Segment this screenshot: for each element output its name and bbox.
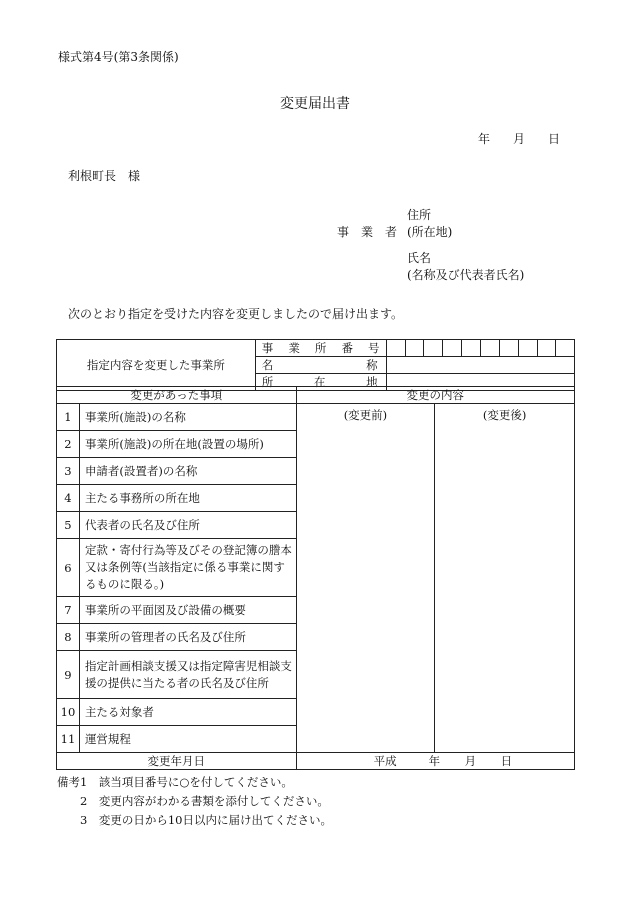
item-label: 事業所(施設)の名称: [79, 404, 296, 431]
applicant-role: 事 業 者: [337, 225, 398, 239]
item-number: 8: [57, 624, 80, 651]
after-change-cell[interactable]: [435, 404, 575, 753]
office-group-label: 指定内容を変更した事業所: [57, 340, 256, 391]
era-label: 平成: [373, 754, 397, 768]
item-label: 主たる対象者: [79, 699, 296, 726]
note-1: 備考1 該当項目番号に○を付してください。: [57, 775, 293, 789]
item-number: 1: [57, 404, 80, 431]
office-number-box[interactable]: [500, 340, 519, 357]
item-number: 9: [57, 651, 80, 699]
office-number-box[interactable]: [481, 340, 500, 357]
item-label: 代表者の氏名及び住所: [79, 512, 296, 539]
item-number: 10: [57, 699, 80, 726]
office-number-box[interactable]: [519, 340, 538, 357]
office-number-box[interactable]: [424, 340, 443, 357]
page-title: 変更届出書: [280, 96, 350, 112]
before-change-cell[interactable]: [296, 404, 435, 753]
addressee: 利根町長 様: [68, 169, 141, 183]
address-sub-label: (所在地): [407, 225, 453, 239]
name-sub-label: (名称及び代表者氏名): [407, 268, 525, 282]
date-month-label: 月: [513, 132, 526, 146]
date-year-label: 年: [478, 132, 491, 146]
address-label: 住所: [407, 208, 432, 222]
date-day-label: 日: [548, 132, 561, 146]
change-date-field[interactable]: [296, 753, 574, 770]
office-location-label: 所 在 地: [255, 374, 386, 391]
office-name-label: 名 称: [255, 357, 386, 374]
intro-text: 次のとおり指定を受けた内容を変更しましたので届け出ます。: [68, 307, 404, 321]
office-number-box[interactable]: [538, 340, 556, 357]
change-table: [56, 386, 575, 770]
before-label: (変更前): [343, 408, 388, 422]
office-name-field[interactable]: [386, 357, 574, 374]
year-label: 年: [428, 754, 441, 768]
change-date-label: 変更年月日: [57, 753, 297, 770]
item-label: 事業所(施設)の所在地(設置の場所): [79, 431, 296, 458]
item-label: 事業所の管理者の氏名及び住所: [79, 624, 296, 651]
item-number: 5: [57, 512, 80, 539]
item-label: 事業所の平面図及び設備の概要: [79, 597, 296, 624]
office-info-table: [56, 339, 575, 391]
after-label: (変更後): [482, 408, 527, 422]
form-number: 様式第4号(第3条関係): [58, 50, 179, 64]
name-label: 氏名: [407, 251, 432, 265]
item-number: 4: [57, 485, 80, 512]
item-label: 申請者(設置者)の名称: [79, 458, 296, 485]
office-number-label: 事 業 所 番 号: [255, 340, 386, 357]
office-number-box[interactable]: [386, 340, 405, 357]
item-label: 主たる事務所の所在地: [79, 485, 296, 512]
day-label: 日: [500, 754, 513, 768]
note-3: 3 変更の日から10日以内に届け出てください。: [80, 813, 332, 827]
item-number: 7: [57, 597, 80, 624]
office-number-box[interactable]: [405, 340, 424, 357]
office-number-box[interactable]: [556, 340, 575, 357]
item-label: 指定計画相談支援又は指定障害児相談支援の提供に当たる者の氏名及び住所: [79, 651, 296, 699]
item-number: 6: [57, 539, 80, 597]
change-content-header: 変更の内容: [296, 387, 574, 404]
item-number: 2: [57, 431, 80, 458]
month-label: 月: [464, 754, 477, 768]
item-label: 定款・寄付行為等及びその登記簿の謄本又は条例等(当該指定に係る事業に関するものに限る。): [79, 539, 296, 597]
item-number: 3: [57, 458, 80, 485]
notes: [57, 773, 332, 830]
item-number: 11: [57, 726, 80, 753]
office-number-box[interactable]: [443, 340, 462, 357]
item-label: 運営規程: [79, 726, 296, 753]
changed-items-header: 変更があった事項: [57, 387, 297, 404]
note-2: 2 変更内容がわかる書類を添付してください。: [80, 794, 329, 808]
office-number-box[interactable]: [462, 340, 481, 357]
